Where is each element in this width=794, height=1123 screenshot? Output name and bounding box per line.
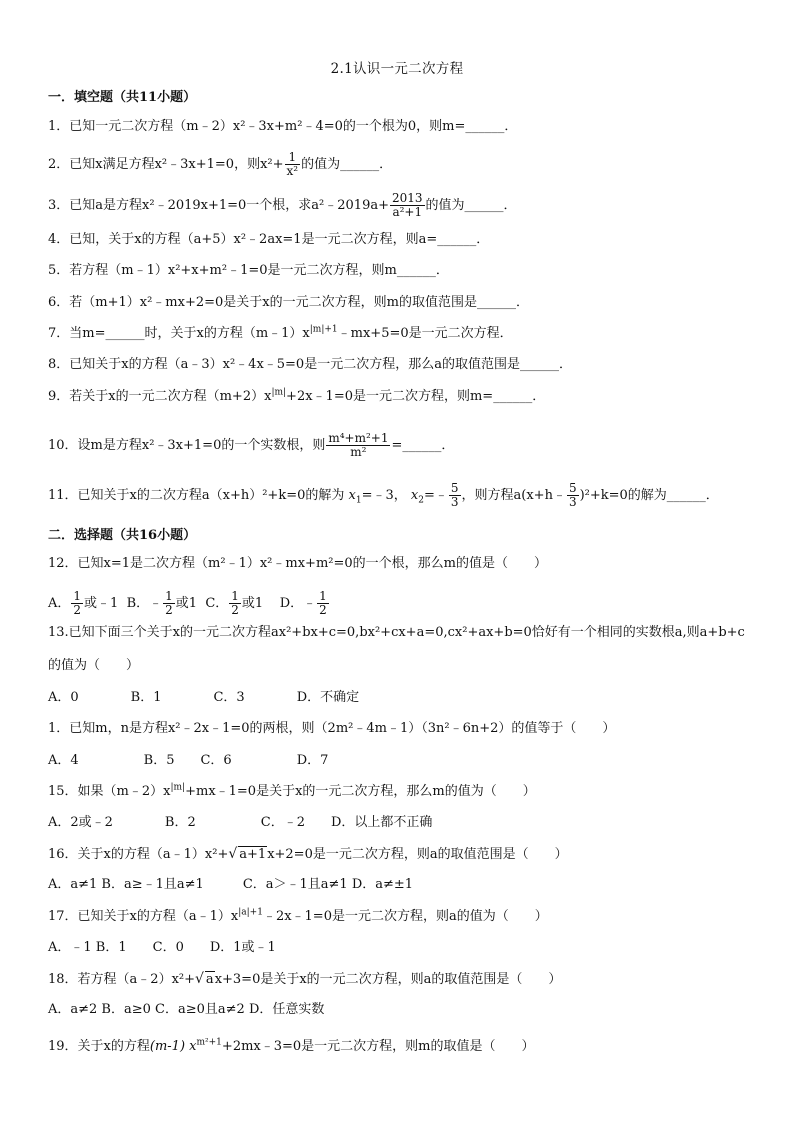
question-11	[48, 482, 719, 509]
question-11-text-mid: ，则方程a(x+h﹣	[461, 488, 566, 503]
question-17-options: A．﹣1 B．1 C．0 D．1或﹣1	[48, 940, 276, 955]
fraction-denominator: x²	[286, 164, 299, 178]
shift-fraction	[567, 482, 579, 509]
question-9-text-b: +2x﹣1=0是一元二次方程，则m=______．	[286, 389, 546, 404]
question-18-text-a: 18．若方程（a﹣2）x²+	[48, 972, 195, 987]
question-19-text-a: 19．关于x的方程	[48, 1039, 150, 1054]
question-7	[48, 324, 513, 344]
question-3-text-a: 3．已知a是方程x²﹣2019x+1=0一个根，求a²﹣2019a+	[48, 198, 389, 213]
option-b-text: 或1	[175, 596, 198, 611]
option-a-fraction	[71, 590, 83, 617]
option-c-fraction	[229, 590, 241, 617]
question-18	[48, 969, 561, 990]
question-4: 4．已知，关于x的方程（a+5）x²﹣2ax=1是一元二次方程，则a=______．	[48, 232, 490, 247]
question-2-fraction	[285, 151, 301, 178]
question-11-text-a: 11．已知关于x的二次方程a（x+h）²+k=0的解为	[48, 488, 345, 503]
question-16-options: A．a≠1 B．a≥﹣1且a≠1 C．a＞﹣1且a≠1 D．a≠±1	[48, 877, 414, 892]
fraction-numerator: 2013	[392, 191, 423, 205]
question-17-text-a: 17．已知关于x的方程（a﹣1）x	[48, 909, 239, 924]
question-5: 5．若方程（m﹣1）x²+x+m²﹣1=0是一元二次方程，则m______．	[48, 263, 449, 278]
question-9	[48, 387, 545, 407]
question-11-text-end: )²+k=0的解为______．	[579, 488, 719, 503]
question-3-fraction	[390, 192, 425, 219]
option-a-text: 或﹣1	[84, 596, 119, 611]
option-c-label: C．	[205, 596, 229, 611]
question-18-options: A．a≠2 B．a≥0 C．a≥0且a≠2 D．任意实数	[48, 1002, 325, 1017]
option-d-label: D．﹣	[279, 596, 317, 611]
question-14-options: A．4 B．5 C．6 D．7	[48, 753, 329, 768]
option-c-text: 或1	[241, 596, 264, 611]
question-15-options: A．2或﹣2 B．2 C．﹣2 D．以上都不正确	[48, 815, 433, 830]
question-10-fraction	[326, 432, 390, 459]
fraction-numerator: 1	[165, 589, 173, 603]
fraction-numerator: 5	[568, 481, 577, 495]
question-15-exponent: |m|	[170, 782, 186, 793]
question-16-text-b: x+2=0是一元二次方程，则a的取值范围是（ ）	[267, 847, 568, 862]
question-10-text-a: 10．设m是方程x²﹣3x+1=0的一个实数根，则	[48, 438, 326, 453]
question-19-exponent: m²+1	[196, 1037, 222, 1048]
x1-subscript: 1	[355, 495, 362, 506]
fraction-numerator: 1	[231, 589, 239, 603]
question-17-text-b: ﹣2x﹣1=0是一元二次方程，则a的值为（ ）	[262, 909, 548, 924]
section-fill-blank-heading: 一．填空题（共11小题）	[48, 90, 197, 105]
x2-subscript: 2	[418, 495, 424, 506]
question-19-variable: x	[189, 1039, 197, 1054]
question-16-text-a: 16．关于x的方程（a﹣1）x²+	[48, 847, 229, 862]
question-14: 1．已知m，n是方程x²﹣2x﹣1=0的两根，则（2m²﹣4m﹣1）（3n²﹣6n+2）的值等于（ ）	[48, 721, 616, 736]
question-13-line-1: 13.已知下面三个关于x的一元二次方程ax²+bx+c=0,bx²+cx+a=0,cx²+ax+b=0恰好有一个相同的实数根a,则a+b+c	[48, 625, 745, 640]
fraction-denominator: 2	[231, 603, 239, 617]
question-10-text-b: =______．	[391, 438, 455, 453]
fraction-denominator: 2	[319, 603, 327, 617]
option-b-label: B．﹣	[126, 596, 163, 611]
fraction-denominator: m²	[350, 445, 367, 459]
question-3-text-b: 的值为______．	[425, 198, 517, 213]
fraction-denominator: 2	[165, 603, 173, 617]
fraction-denominator: 3	[568, 495, 577, 509]
question-12-options	[48, 590, 330, 617]
question-6: 6．若（m+1）x²﹣mx+2=0是关于x的一元二次方程，则m的取值范围是______．	[48, 295, 529, 310]
question-3	[48, 192, 517, 219]
question-9-exponent: |m|	[271, 387, 287, 398]
fraction-numerator: 1	[73, 589, 82, 603]
question-9-text-a: 9．若关于x的一元二次方程（m+2）x	[48, 389, 272, 404]
fraction-numerator: 5	[450, 481, 459, 495]
question-17	[48, 907, 548, 927]
section-choice-heading: 二．选择题（共16小题）	[48, 528, 197, 543]
x1-variable: x	[348, 488, 356, 503]
sqrt-icon: √	[228, 846, 238, 862]
question-15-text-a: 15．如果（m﹣2）x	[48, 784, 171, 799]
question-16	[48, 844, 568, 865]
x2-equals: =﹣	[423, 488, 448, 503]
x2-variable: x	[410, 488, 419, 503]
question-7-text-b: ﹣mx+5=0是一元二次方程．	[337, 326, 513, 341]
question-2-text-a: 2．已知x满足方程x²﹣3x+1=0，则x²+	[48, 157, 284, 172]
question-2-text-b: 的值为______．	[301, 157, 393, 172]
question-16-radicand: a+1	[239, 847, 267, 862]
fraction-denominator: a²+1	[392, 205, 423, 219]
x2-fraction	[449, 482, 461, 509]
fraction-numerator: 1	[285, 151, 301, 165]
option-b-fraction	[163, 590, 175, 617]
fraction-denominator: 2	[73, 603, 82, 617]
question-13-line-2: 的值为（ ）	[48, 658, 140, 673]
fraction-numerator: 1	[319, 589, 327, 603]
question-17-exponent: |a|+1	[238, 907, 263, 918]
question-10	[48, 432, 454, 459]
question-19-text-b: +2mx﹣3=0是一元二次方程，则m的取值是（ ）	[221, 1039, 535, 1054]
question-8: 8．已知关于x的方程（a﹣3）x²﹣4x﹣5=0是一元二次方程，那么a的取值范围是______．	[48, 357, 572, 372]
question-19-coefficient: (m-1)	[149, 1039, 186, 1054]
fraction-denominator: 3	[450, 495, 459, 509]
question-18-text-b: x+3=0是关于x的一元二次方程，则a的取值范围是（ ）	[214, 972, 562, 987]
question-13-options: A．0 B．1 C．3 D．不确定	[48, 690, 360, 705]
question-1: 1．已知一元二次方程（m﹣2）x²﹣3x+m²﹣4=0的一个根为0，则m=______．	[48, 119, 518, 134]
question-2	[48, 151, 392, 178]
question-15-text-b: +mx﹣1=0是关于x的一元二次方程，那么m的值为（ ）	[185, 784, 536, 799]
option-a-label: A．	[48, 596, 71, 611]
question-7-exponent: |m|+1	[309, 324, 338, 335]
x1-value: =﹣3，	[361, 488, 407, 503]
question-18-radicand: a	[205, 972, 214, 987]
fraction-numerator: m⁴+m²+1	[328, 431, 389, 445]
question-15	[48, 782, 536, 802]
question-19	[48, 1037, 535, 1057]
question-12: 12．已知x=1是二次方程（m²﹣1）x²﹣mx+m²=0的一个根，那么m的值是（ ）	[48, 556, 547, 571]
page-title: 2.1认识一元二次方程	[330, 61, 464, 77]
option-d-fraction	[317, 590, 329, 617]
question-7-text-a: 7．当m=______时，关于x的方程（m﹣1）x	[48, 326, 310, 341]
sqrt-icon: √	[195, 971, 204, 987]
